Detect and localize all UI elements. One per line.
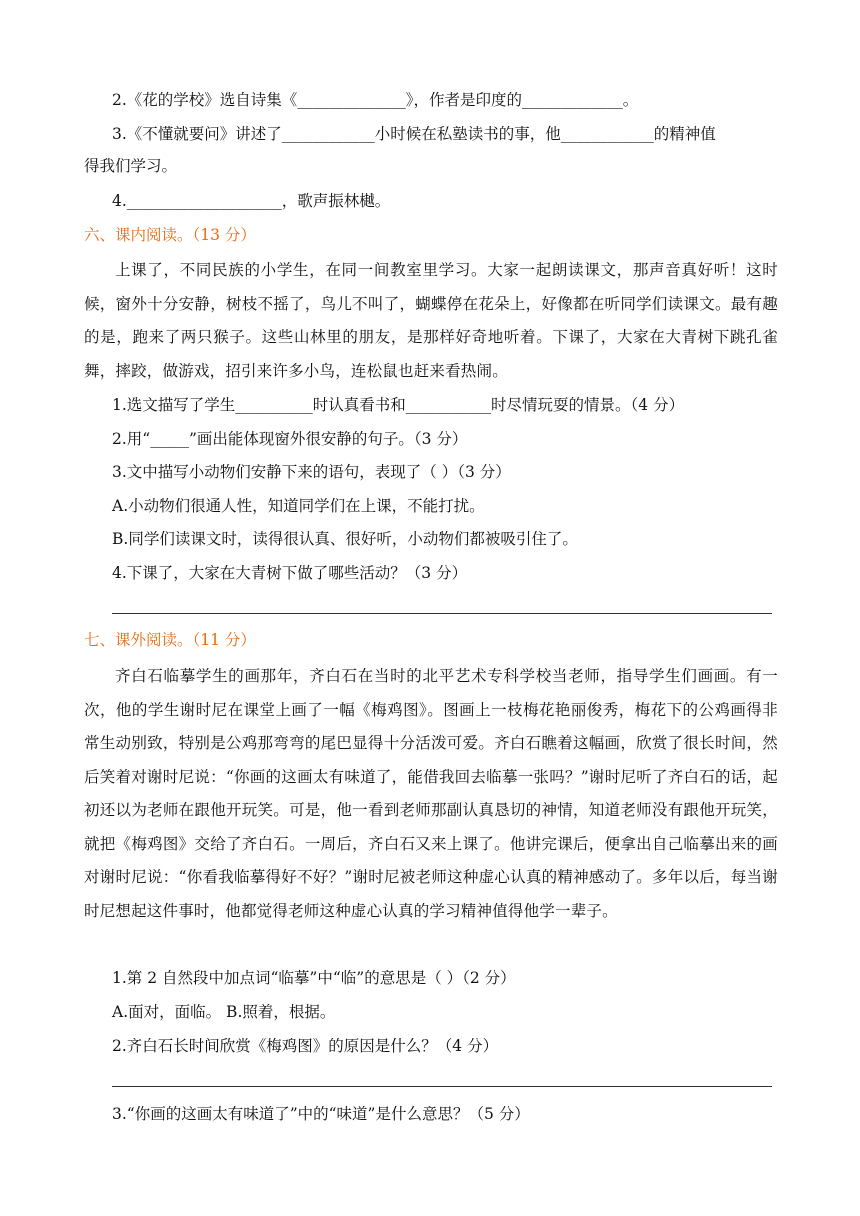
section-7-question-1: 1.第 2 自然段中加点词“临摹”中“临”的意思是（ ）（2 分） xyxy=(112,969,516,987)
fill-question-2: 2.《花的学校》选自诗集《______________》，作者是印度的_____________。 xyxy=(112,91,639,109)
section-7-heading: 七、课外阅读。（11 分） xyxy=(84,631,256,649)
section-6-question-1: 1.选文描写了学生__________时认真看书和___________时尽情玩耍的情景。（4 分） xyxy=(112,396,685,414)
section-6-option-b: B.同学们读课文时，读得很认真、很好听，小动物们都被吸引住了。 xyxy=(112,530,578,548)
answer-line[interactable] xyxy=(112,1086,772,1087)
answer-line[interactable] xyxy=(112,613,772,614)
section-7-question-2: 2.齐白石长时间欣赏《梅鸡图》的原因是什么？（4 分） xyxy=(112,1037,499,1055)
section-7-passage: 齐白石临摹学生的画那年，齐白石在当时的北平艺术专科学校当老师，指导学生们画画。有一次，他的学生谢时尼在课堂上画了一幅《梅鸡图》。图画上一枝梅花艳丽俊秀，梅花下的公鸡画得非常生动别致，特别是公鸡那弯弯的尾巴显得十分活泼可爱。齐白石瞧着这幅画，欣赏了很长时间，然后笑着对谢时尼说：“你画的这画太有味道了，能借我回去临摹一张吗？”谢时尼听了齐白石的话，起初还以为老师在跟他开玩笑。可是，他一看到老师那副认真恳切的神情，知道老师没有跟他开玩笑，就把《梅鸡图》交给了齐白石。一周后，齐白石又来上课了。他讲完课后，便拿出自己临摹出来的画对谢时尼说：“你看我临摹得好不好？”谢时尼被老师这种虚心认真的精神感动了。多年以后，每当谢时尼想起这件事时，他都觉得老师这种虚心认真的学习精神值得他学一辈子。 xyxy=(84,667,778,920)
section-6-question-4: 4.下课了，大家在大青树下做了哪些活动？（3 分） xyxy=(112,564,468,582)
section-6-question-3: 3.文中描写小动物们安静下来的语句，表现了（ ）（3 分） xyxy=(112,463,511,481)
fill-question-3-line2: 得我们学习。 xyxy=(84,157,178,175)
section-7-options: A.面对，面临。 B.照着，根据。 xyxy=(112,1003,336,1021)
section-7-question-3: 3.“你画的这画太有味道了”中的“味道”是什么意思？（5 分） xyxy=(112,1105,530,1123)
section-6-passage: 上课了，不同民族的小学生，在同一间教室里学习。大家一起朗读课文，那声音真好听！这时候，窗外十分安静，树枝不摇了，鸟儿不叫了，蝴蝶停在花朵上，好像都在听同学们读课文。最有趣的是，跑来了两只猴子。这些山林里的朋友，是那样好奇地听着。下课了，大家在大青树下跳孔雀舞，摔跤，做游戏，招引来许多小鸟，连松鼠也赶来看热闹。 xyxy=(84,261,778,380)
fill-question-4: 4.____________________，歌声振林樾。 xyxy=(112,192,391,210)
section-6-heading: 六、课内阅读。（13 分） xyxy=(84,226,256,244)
section-6-option-a: A.小动物们很通人性，知道同学们在上课，不能打扰。 xyxy=(112,497,485,515)
fill-question-3-line1: 3.《不懂就要问》讲述了____________小时候在私塾读书的事，他____________的精神值 xyxy=(112,125,716,143)
section-6-question-2: 2.用“_____”画出能体现窗外很安静的句子。（3 分） xyxy=(112,430,468,448)
